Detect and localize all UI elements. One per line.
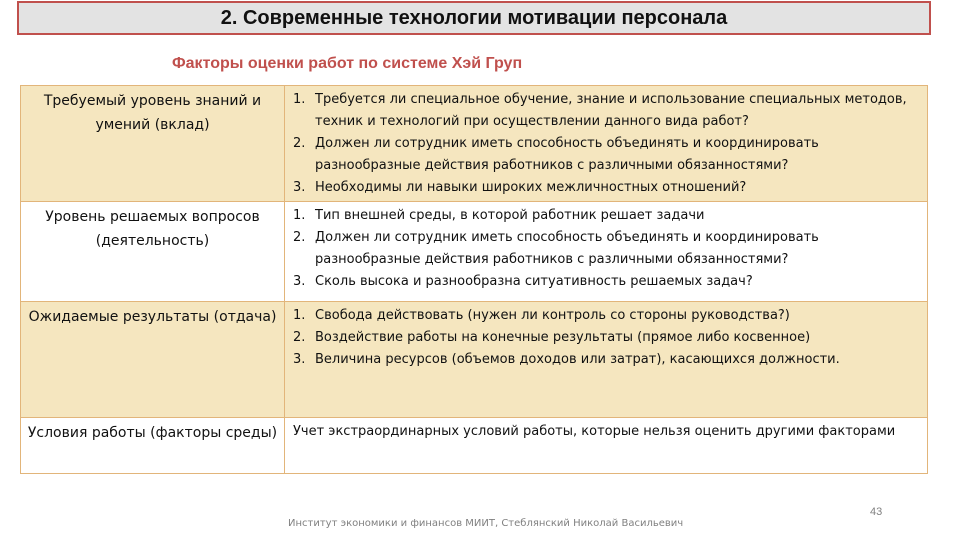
table-row bbox=[21, 302, 928, 418]
criteria-cell bbox=[285, 86, 928, 202]
list-item: 2. Должен ли сотрудник иметь способность объединять и координировать разнообразные действия работников с различными обязанностями? bbox=[293, 136, 819, 173]
list-item: 1. Тип внешней среды, в которой работник решает задачи bbox=[293, 208, 705, 223]
list-item: 1. Требуется ли специальное обучение, знание и использование специальных методов, техник и технологий при осуществлении данного вида работ? bbox=[293, 92, 907, 129]
list-item: 2. Воздействие работы на конечные результаты (прямое либо косвенное) bbox=[293, 330, 811, 345]
list-item: 1. Свобода действовать (нужен ли контроль со стороны руководства?) bbox=[293, 308, 790, 323]
factors-table bbox=[20, 85, 928, 474]
criteria-cell: Учет экстраординарных условий работы, которые нельзя оценить другими факторами bbox=[285, 418, 928, 474]
list-item: 3. Сколь высока и разнообразна ситуативность решаемых задач? bbox=[293, 274, 753, 289]
list-item: 3. Необходимы ли навыки широких межличностных отношений? bbox=[293, 180, 747, 195]
criteria-cell bbox=[285, 302, 928, 418]
factor-cell: Требуемый уровень знаний и умений (вклад) bbox=[21, 86, 285, 202]
footer-text: Институт экономики и финансов МИИТ, Стеблянский Николай Васильевич bbox=[288, 518, 684, 529]
list-item: 2. Должен ли сотрудник иметь способность объединять и координировать разнообразные действия работников с различными обязанностями? bbox=[293, 230, 819, 267]
table-row bbox=[21, 86, 928, 202]
factor-cell: Уровень решаемых вопросов (деятельность) bbox=[21, 202, 285, 302]
slide-subtitle: Факторы оценки работ по системе Хэй Груп bbox=[172, 55, 523, 72]
slide-title-bar bbox=[17, 1, 931, 35]
factor-cell: Условия работы (факторы среды) bbox=[21, 418, 285, 474]
list-item: 3. Величина ресурсов (объемов доходов или затрат), касающихся должности. bbox=[293, 352, 840, 367]
criteria-cell bbox=[285, 202, 928, 302]
slide-title: 2. Современные технологии мотивации персонала bbox=[220, 6, 728, 29]
factor-cell: Ожидаемые результаты (отдача) bbox=[21, 302, 285, 418]
table-row bbox=[21, 202, 928, 302]
page-number: 43 bbox=[870, 506, 883, 518]
table-row bbox=[21, 418, 928, 474]
